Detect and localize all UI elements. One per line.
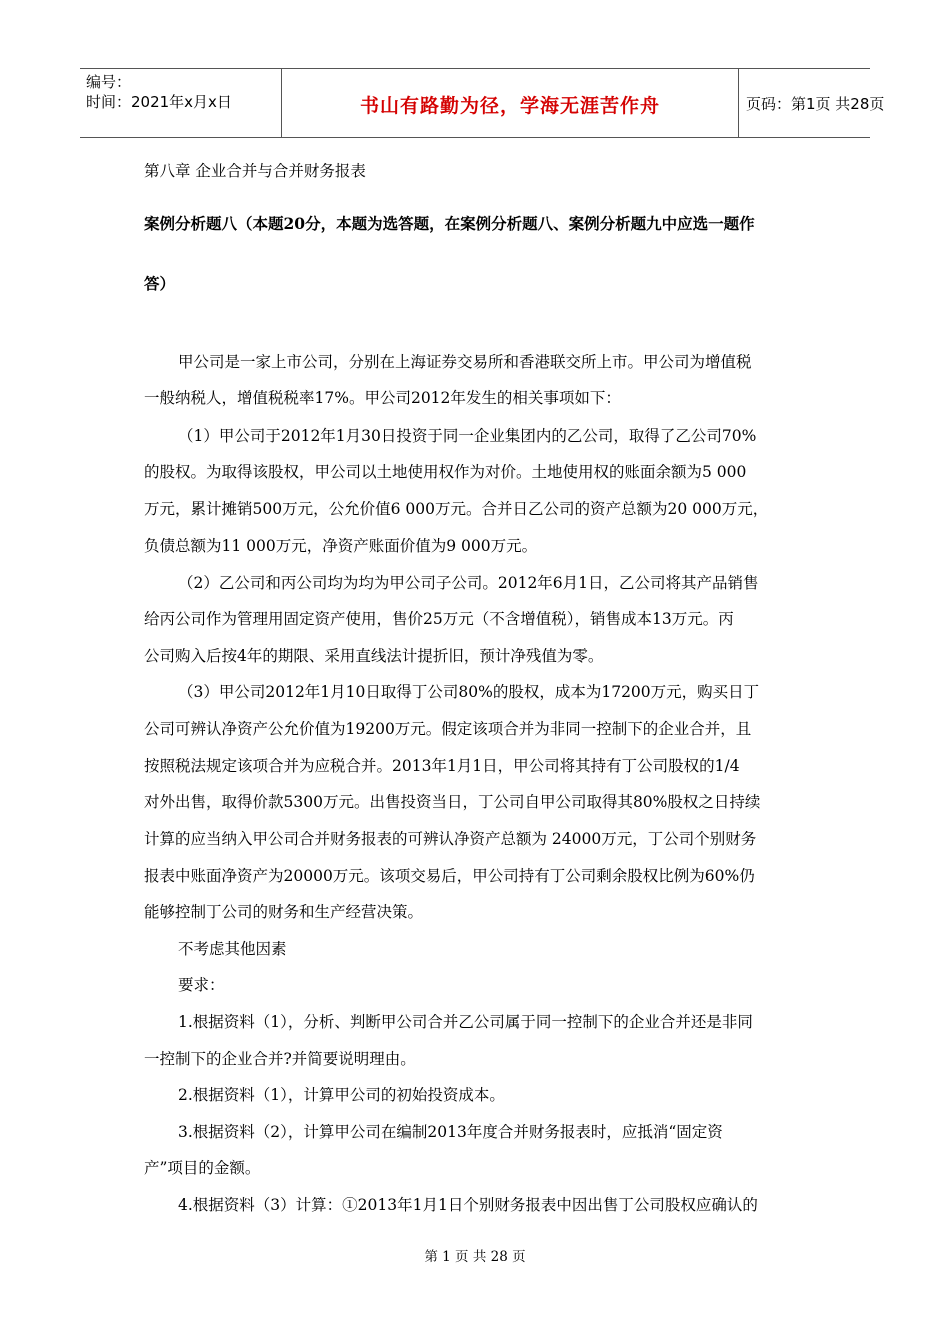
case-title-line-1: 案例分析题八（本题20分，本题为选答题，在案例分析题八、案例分析题九中应选一题作 [144, 214, 755, 233]
header-page-cell [738, 69, 885, 137]
body-line: 公司可辨认净资产公允价值为19200万元。假定该项合并为非同一控制下的企业合并，且 [144, 720, 752, 738]
body-line: 能够控制丁公司的财务和生产经营决策。 [144, 903, 424, 921]
body-line: 报表中账面净资产为20000万元。该项交易后，甲公司持有丁公司剩余股权比例为60%仍 [144, 867, 755, 885]
header-meta-cell [80, 69, 281, 137]
document-number-label: 编号： [86, 73, 132, 91]
body-line: 不考虑其他因素 [178, 940, 287, 958]
body-line: 一般纳税人，增值税税率17%。甲公司2012年发生的相关事项如下： [144, 389, 621, 407]
body-line: （1）甲公司于2012年1月30日投资于同一企业集团内的乙公司，取得了乙公司70% [178, 427, 757, 445]
body-line: 产”项目的金额。 [144, 1159, 261, 1177]
page-footer: 第 1 页 共 28 页 [424, 1249, 526, 1265]
body-line: 要求： [178, 976, 225, 994]
body-line: 一控制下的企业合并?并简要说明理由。 [144, 1050, 416, 1068]
body-line: （3）甲公司2012年1月10日取得丁公司80%的股权，成本为17200万元，购买日丁 [178, 683, 760, 701]
document-time-label: 时间：2021年x月x日 [86, 93, 232, 111]
case-title-line-2: 答） [144, 274, 176, 293]
body-line: 给丙公司作为管理用固定资产使用，售价25万元（不含增值税），销售成本13万元。丙 [144, 610, 734, 628]
body-line: 负债总额为11 000万元，净资产账面价值为9 000万元。 [144, 537, 538, 555]
chapter-title: 第八章 企业合并与合并财务报表 [144, 162, 366, 180]
body-line: 4.根据资料（3）计算：①2013年1月1日个别财务报表中因出售丁公司股权应确认的 [178, 1196, 758, 1214]
header-page-info: 页码：第1页 共28页 [746, 95, 885, 113]
header-motto-cell [281, 69, 739, 137]
body-line: （2）乙公司和丙公司均为均为甲公司子公司。2012年6月1日，乙公司将其产品销售 [178, 574, 759, 592]
body-line: 对外出售，取得价款5300万元。出售投资当日，丁公司自甲公司取得其80%股权之日持续 [144, 793, 761, 811]
body-line: 按照税法规定该项合并为应税合并。2013年1月1日，甲公司将其持有丁公司股权的1/4 [144, 757, 740, 775]
body-line: 3.根据资料（2），计算甲公司在编制2013年度合并财务报表时，应抵消“固定资 [178, 1123, 723, 1141]
body-line: 计算的应当纳入甲公司合并财务报表的可辨认净资产总额为 24000万元，丁公司个别财务 [144, 830, 757, 848]
body-line: 1.根据资料（1），分析、判断甲公司合并乙公司属于同一控制下的企业合并还是非同 [178, 1013, 753, 1031]
body-line: 公司购入后按4年的期限、采用直线法计提折旧，预计净残值为零。 [144, 647, 604, 665]
body-line: 2.根据资料（1），计算甲公司的初始投资成本。 [178, 1086, 505, 1104]
body-line: 甲公司是一家上市公司，分别在上海证券交易所和香港联交所上市。甲公司为增值税 [178, 353, 752, 371]
header-motto: 书山有路勤为径，学海无涯苦作舟 [359, 95, 660, 117]
body-line: 万元，累计摊销500万元，公允价值6 000万元。合并日乙公司的资产总额为20 000万元， [144, 500, 769, 518]
page-header [80, 68, 885, 138]
body-line: 的股权。为取得该股权，甲公司以土地使用权作为对价。土地使用权的账面余额为5 000 [144, 463, 747, 481]
